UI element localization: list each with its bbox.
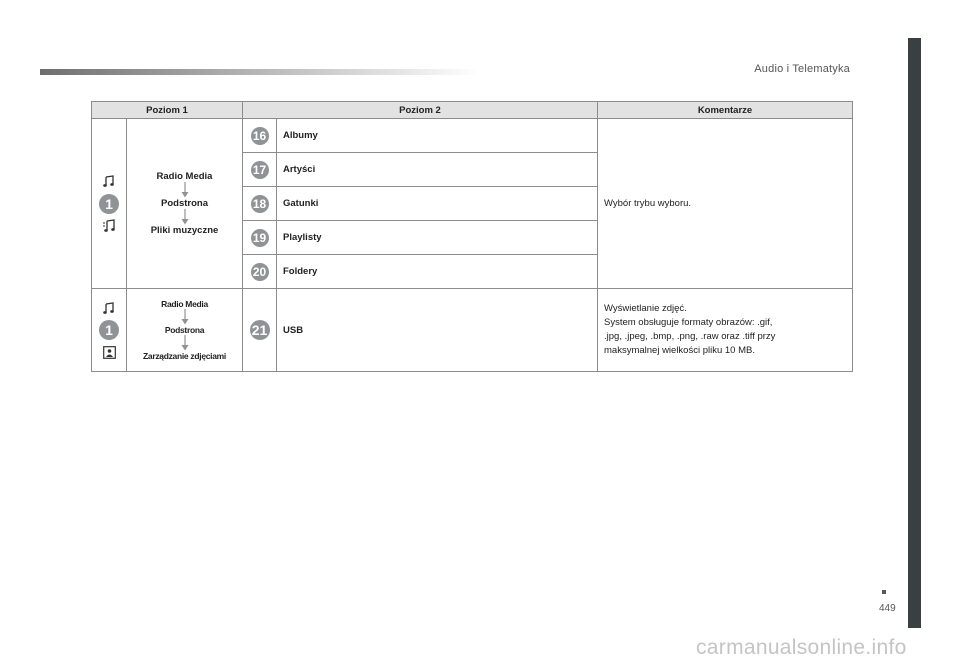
header-level1: Poziom 1	[92, 102, 243, 119]
level2-label: Artyści	[277, 153, 598, 187]
music-note-icon	[102, 301, 116, 315]
watermark: carmanualsonline.info	[696, 636, 907, 659]
step-badge: 1	[99, 194, 119, 214]
flow-step: Pliki muzyczne	[150, 225, 219, 236]
arrow-down-icon	[180, 309, 190, 325]
group1-comment: Wybór trybu wyboru.	[598, 119, 853, 289]
group2-comment	[598, 289, 853, 372]
level2-label: Playlisty	[277, 221, 598, 255]
group2-level1-flow	[127, 289, 243, 372]
step-badge: 19	[251, 229, 269, 247]
row-number	[243, 221, 277, 255]
step-badge: 1	[99, 320, 119, 340]
table-header-row	[92, 102, 853, 119]
flow-step: Radio Media	[156, 171, 213, 182]
level2-label: USB	[277, 289, 598, 372]
table-row	[92, 289, 853, 372]
row-number	[243, 255, 277, 289]
row-number	[243, 289, 277, 372]
comment-line: maksymalnej wielkości pliku 10 MB.	[604, 345, 755, 356]
flow-step: Zarządzanie zdjęciami	[143, 351, 226, 361]
row-number	[243, 119, 277, 153]
level2-label: Gatunki	[277, 187, 598, 221]
section-title: Audio i Telematyka	[754, 63, 850, 75]
photo-icon	[102, 345, 116, 359]
row-number	[243, 187, 277, 221]
group1-icons	[92, 119, 127, 289]
flow-step: Radio Media	[161, 299, 208, 309]
row-number	[243, 153, 277, 187]
group2-icons	[92, 289, 127, 372]
page-number: 449	[879, 603, 896, 614]
music-list-icon	[102, 219, 116, 233]
comment-line: .jpg, .jpeg, .bmp, .png, .raw oraz .tiff przy	[604, 331, 776, 342]
table-row	[92, 119, 853, 153]
menu-structure-table	[91, 101, 853, 372]
flow-step: Podstrona	[164, 325, 205, 335]
comment-line: Wyświetlanie zdjęć.	[604, 303, 687, 314]
arrow-down-icon	[180, 182, 190, 198]
step-badge: 16	[251, 127, 269, 145]
music-note-icon	[102, 175, 116, 189]
arrow-down-icon	[180, 335, 190, 351]
page-sidebar-tab	[908, 38, 921, 628]
header-level2: Poziom 2	[243, 102, 598, 119]
step-badge: 20	[251, 263, 269, 281]
header-comments: Komentarze	[598, 102, 853, 119]
step-badge: 18	[251, 195, 269, 213]
group1-level1-flow	[127, 119, 243, 289]
step-badge: 17	[251, 161, 269, 179]
page-marker	[882, 590, 886, 594]
flow-step: Podstrona	[161, 198, 208, 209]
arrow-down-icon	[180, 209, 190, 225]
step-badge: 21	[250, 320, 270, 340]
level2-label: Foldery	[277, 255, 598, 289]
level2-label: Albumy	[277, 119, 598, 153]
header-gradient-bar	[40, 69, 480, 75]
comment-line: System obsługuje formaty obrazów: .gif,	[604, 317, 773, 328]
